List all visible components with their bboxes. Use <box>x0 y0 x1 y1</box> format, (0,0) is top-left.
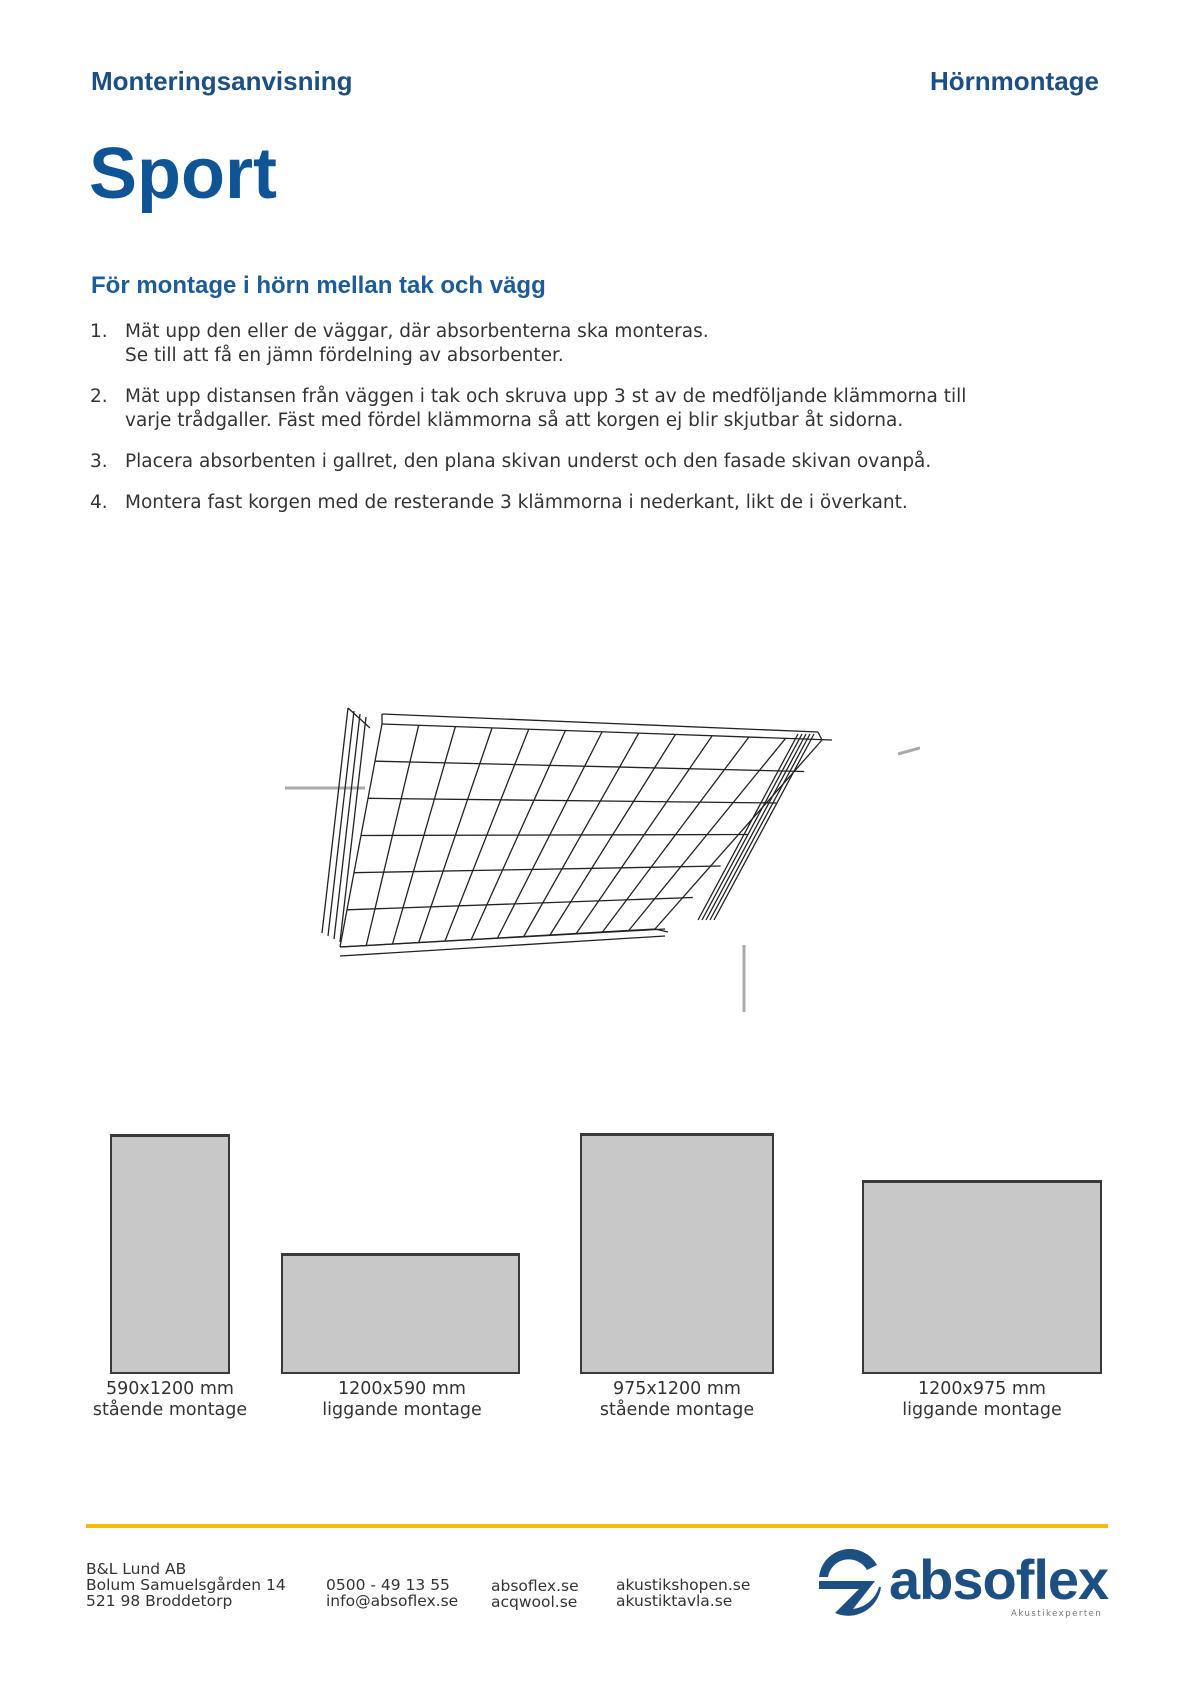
step-text <box>125 491 1100 515</box>
company-name: B&L Lund AB <box>86 1560 187 1578</box>
step-number: 4. <box>90 492 108 513</box>
step-number: 1. <box>90 321 108 342</box>
wire-grid <box>322 708 832 956</box>
panel-975x1200 <box>580 1133 774 1374</box>
company-city: 521 98 Broddetorp <box>86 1592 233 1610</box>
company-street: Bolum Samuelsgården 14 <box>86 1576 286 1594</box>
panel-1200x975 <box>862 1180 1102 1374</box>
absoflex-swirl-icon <box>819 1549 881 1616</box>
right-flange-wire <box>714 734 814 920</box>
left-flange-wire <box>334 714 360 939</box>
right-flange-wire <box>706 734 806 920</box>
top-rim <box>382 714 818 732</box>
horizontal-wire <box>347 898 693 910</box>
footer-contact <box>326 1577 458 1609</box>
step-line: varje trådgaller. Fäst med fördel klämmorna så att korgen ej blir skjutbar åt sidorna. <box>125 410 904 431</box>
website-link[interactable]: akustikshopen.se <box>616 1576 751 1594</box>
panel-caption <box>862 1379 1102 1421</box>
left-flange-wire <box>322 708 348 933</box>
step-number: 2. <box>90 386 108 407</box>
panel-size: 1200x590 mm <box>338 1379 466 1399</box>
panel-caption <box>282 1379 522 1421</box>
logo-tagline: Akustikexperten <box>1011 1609 1103 1619</box>
mount-type-heading: Hörnmontage <box>930 66 1099 96</box>
step-item <box>90 450 1100 474</box>
absoflex-logo <box>815 1545 1115 1620</box>
phone-number: 0500 - 49 13 55 <box>326 1576 450 1594</box>
footer-sites-2 <box>616 1577 750 1609</box>
step-item <box>90 320 1100 368</box>
email-link[interactable]: info@absoflex.se <box>326 1592 459 1610</box>
footer-divider <box>86 1524 1108 1528</box>
panel-orientation: liggande montage <box>322 1400 482 1420</box>
logo-wordmark: absoflex <box>889 1548 1109 1611</box>
panel-size: 975x1200 mm <box>613 1379 741 1399</box>
step-line: Montera fast korgen med de resterande 3 klämmorna i nederkant, likt de i överkant. <box>125 492 908 513</box>
instruction-steps <box>90 320 1100 532</box>
step-text <box>125 450 1100 474</box>
right-flange-wire <box>702 734 802 920</box>
ceiling-line-right <box>898 748 920 754</box>
panel-caption <box>557 1379 797 1421</box>
step-item <box>90 491 1100 515</box>
step-text <box>125 320 1100 368</box>
horizontal-wire <box>382 724 832 740</box>
step-text <box>125 385 1100 433</box>
panel-size: 590x1200 mm <box>106 1379 234 1399</box>
panel-caption <box>50 1379 290 1421</box>
step-line: Placera absorbenten i gallret, den plana skivan underst och den fasade skivan ovanpå. <box>125 451 932 472</box>
left-flange-wire <box>328 711 354 936</box>
website-link[interactable]: akustiktavla.se <box>616 1592 733 1610</box>
panel-size: 1200x975 mm <box>918 1379 1046 1399</box>
footer-company <box>86 1561 286 1609</box>
horizontal-wire <box>354 866 721 873</box>
website-link[interactable]: acqwool.se <box>491 1593 578 1611</box>
panel-orientation: liggande montage <box>902 1400 1062 1420</box>
horizontal-wire <box>368 798 776 803</box>
panel-orientation: stående montage <box>92 1400 248 1420</box>
footer-sites-1 <box>491 1578 579 1610</box>
bottom-rim <box>340 929 655 947</box>
bottom-rim <box>340 936 665 956</box>
horizontal-wire <box>361 835 749 836</box>
panel-590x1200 <box>110 1134 230 1374</box>
horizontal-wire <box>375 761 804 771</box>
website-link[interactable]: absoflex.se <box>491 1577 579 1595</box>
wire-basket-icon <box>270 700 920 1020</box>
step-line: Mät upp distansen från väggen i tak och skruva upp 3 st av de medföljande klämmorna till <box>125 386 967 407</box>
panel-orientation: stående montage <box>599 1400 755 1420</box>
panel-1200x590 <box>281 1253 520 1374</box>
top-rim <box>818 732 822 740</box>
product-title: Sport <box>89 134 277 214</box>
document-type-heading: Monteringsanvisning <box>91 66 353 96</box>
step-line: Se till att få en jämn fördelning av absorbenter. <box>125 345 564 366</box>
step-item <box>90 385 1100 433</box>
section-subtitle: För montage i hörn mellan tak och vägg <box>91 272 546 299</box>
step-number: 3. <box>90 451 108 472</box>
right-flange-wire <box>710 734 810 920</box>
step-line: Mät upp den eller de väggar, där absorbenterna ska monteras. <box>125 321 709 342</box>
